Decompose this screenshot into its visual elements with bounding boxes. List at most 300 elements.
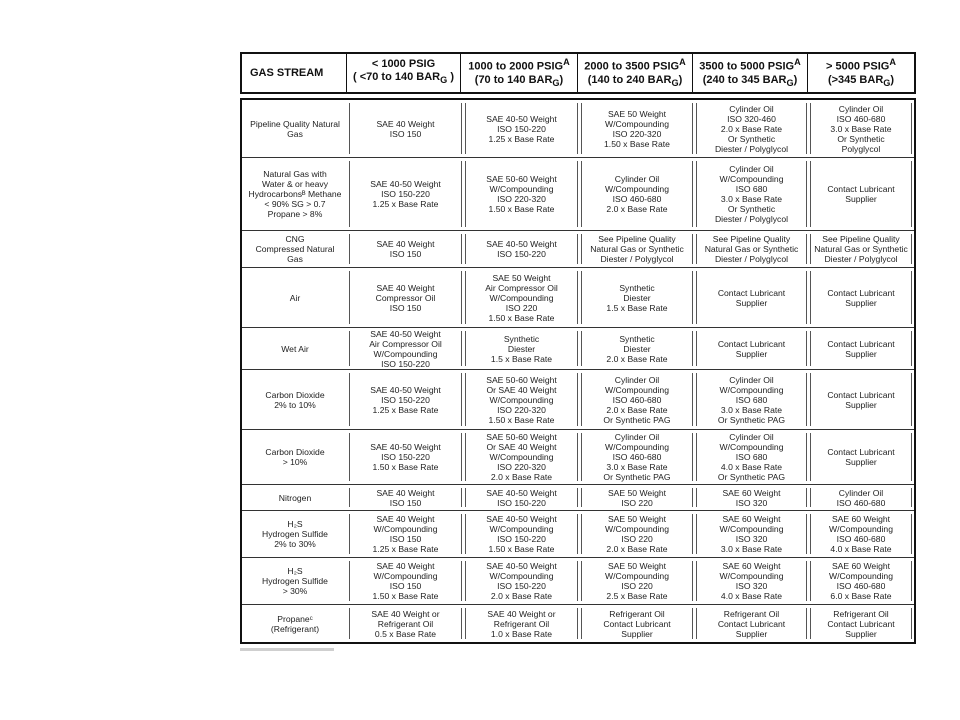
gas-stream-cell [244, 561, 346, 601]
lubricant-line: ISO 220-320 [497, 194, 546, 204]
lubricant-line: SAE 40 Weight [376, 282, 435, 293]
lubricant-cell [581, 373, 693, 426]
lubricant-line: Cylinder Oil [614, 374, 660, 385]
lubricant-line: 2.0 x Base Rate [606, 353, 668, 364]
lubricant-line: Diester [507, 343, 536, 354]
lubricant-line: Natural Gas or Synthetic [704, 244, 799, 254]
lubricant-line: ISO 320 [735, 497, 768, 508]
lubricant-line: 1.25 x Base Rate [488, 133, 555, 144]
lubricant-cell [696, 514, 807, 554]
lubricant-line: ISO 150 [389, 128, 422, 139]
lubricant-line: Supplier [845, 457, 877, 467]
header-col4-sup: A [794, 57, 801, 68]
lubricant-line: ISO 680 [735, 394, 768, 405]
lubricant-line: Refrigerant Oil [609, 608, 665, 619]
lubricant-line: W/Compounding [489, 571, 554, 581]
lubricant-line: Supplier [735, 628, 768, 639]
header-col4-line2: (240 to 345 $BAR_G$) [702, 73, 798, 88]
gas-stream-line: Hydrogen Sulfide [262, 529, 328, 539]
lubricant-line: ISO 220-320 [497, 462, 546, 472]
lubricant-line: Cylinder Oil [614, 174, 660, 184]
lubricant-line: Diester [623, 292, 651, 303]
lubricant-line: ISO 220-320 [497, 404, 546, 415]
lubricant-line: 3.0 x Base Rate [720, 404, 783, 415]
header-col5-line2: (>345 $BAR_G$) [827, 73, 895, 88]
lubricant-line: Contact Lubricant [827, 184, 895, 194]
lubricant-line: Or Synthetic PAG [717, 414, 786, 425]
lubricant-line: ISO 320 [735, 534, 768, 544]
lubricant-cell [696, 271, 807, 324]
gas-stream-cell [244, 271, 346, 324]
lubricant-line: Or Synthetic PAG [603, 414, 671, 425]
lubricant-cell [465, 161, 578, 227]
lubricant-line: Supplier [621, 628, 653, 639]
lubricant-line: ISO 460-680 [836, 581, 886, 591]
table-row [242, 100, 914, 158]
table-row [242, 268, 914, 328]
lubricant-line: 1.50 x Base Rate [604, 138, 670, 149]
lubricant-line: ISO 150-220 [381, 394, 430, 405]
gas-stream-line: (Refrigerant) [270, 623, 320, 634]
lubricant-line: SAE 60 Weight [722, 487, 781, 498]
lubricant-line: Cylinder Oil [729, 432, 774, 442]
lubricant-line: ISO 150-220 [497, 581, 546, 591]
lubricant-line: W/Compounding [828, 524, 893, 534]
lubricant-cell [810, 373, 912, 426]
lubricant-line: Supplier [845, 194, 877, 204]
lubricant-line: SAE 40-50 Weight [486, 487, 557, 498]
lubricant-cell [465, 488, 578, 507]
header-col3-line1: 2000 to 3500 $PSIG^A$ [584, 57, 686, 73]
gas-stream-line: > 30% [282, 586, 308, 596]
lubricant-line: Contact Lubricant [717, 618, 786, 629]
lubricant-cell [581, 561, 693, 601]
lubricant-line: ISO 460-680 [836, 534, 886, 544]
lubricant-line: Supplier [845, 399, 877, 410]
lubricant-line: Contact Lubricant [827, 338, 895, 349]
table-row [242, 158, 914, 231]
lubricant-line: Synthetic [619, 333, 655, 344]
lubricant-cell [465, 234, 578, 264]
lubricant-line: SAE 40 Weight [376, 239, 435, 249]
gas-stream-line: Hydrogen Sulfide [262, 576, 328, 586]
lubricant-line: W/Compounding [604, 184, 669, 194]
lubricant-cell [349, 488, 462, 507]
lubricant-line: W/Compounding [828, 571, 893, 581]
lubricant-cell [581, 488, 693, 507]
header-col1-line2: ( <70 to 140 $BAR_G$ ) [353, 71, 454, 86]
lubricant-line: Compressor Oil [375, 292, 436, 303]
table-row [242, 511, 914, 558]
lubricant-cell [581, 331, 693, 366]
lubricant-line: See Pipeline Quality [712, 234, 791, 244]
lubricant-line: SAE 50-60 Weight [486, 432, 557, 442]
lubricant-line: Air Compressor Oil [485, 282, 558, 293]
lubricant-line: 2.5 x Base Rate [606, 591, 668, 601]
table-row [242, 328, 914, 370]
lubricant-line: Natural Gas or Synthetic [814, 244, 908, 254]
lubricant-cell [349, 161, 462, 227]
lubricant-line: ISO 150 [389, 302, 422, 313]
lubricant-cell [581, 234, 693, 264]
lubricant-line: SAE 50 Weight [607, 514, 667, 524]
lubricant-line: W/Compounding [604, 524, 669, 534]
lubricant-line: Cylinder Oil [838, 103, 884, 114]
lubricant-cell [349, 328, 462, 369]
lubricant-line: Contact Lubricant [717, 287, 786, 298]
lubricant-line: Supplier [845, 297, 877, 308]
lubricant-line: Supplier [845, 628, 877, 639]
table-row [242, 231, 914, 268]
header-col2-sub: G [552, 77, 560, 88]
lubricant-cell [581, 514, 693, 554]
lubricant-line: W/Compounding [489, 452, 554, 462]
header-col2-line2: (70 to 140 $BAR_G$) [474, 73, 564, 88]
header-col3-sup: A [679, 57, 686, 68]
lubricant-line: SAE 40-50 Weight [486, 514, 557, 524]
lubricant-line: ISO 220 [621, 497, 653, 508]
scan-mark [240, 648, 334, 651]
lubricant-cell [349, 234, 462, 264]
lubricant-line: Diester [623, 343, 651, 354]
lubricant-line: ISO 150-220 [497, 249, 546, 259]
lubricant-line: 3.0 x Base Rate [720, 544, 783, 554]
lubricant-line: ISO 460-680 [612, 394, 662, 405]
lubricant-line: Air Compressor Oil [369, 338, 442, 349]
lubricant-cell [696, 103, 807, 154]
table-row [242, 430, 914, 485]
lubricant-line: SAE 40-50 Weight [370, 179, 441, 189]
lubricant-line: W/Compounding [373, 348, 438, 359]
header-col1-line1: < 1000 PSIG [371, 58, 436, 71]
gas-stream-line: 2% to 30% [274, 539, 316, 549]
lubricant-line: Refrigerant Oil [493, 618, 550, 629]
lubricant-line: ISO 150 [389, 581, 422, 591]
lubricant-line: W/Compounding [719, 174, 784, 184]
lubricant-line: 1.50 x Base Rate [372, 462, 439, 472]
lubricant-line: Refrigerant Oil [377, 618, 434, 629]
lubricant-line: 1.25 x Base Rate [372, 404, 439, 415]
lubricant-line: Contact Lubricant [827, 447, 895, 457]
lubricant-line: Cylinder Oil [729, 374, 774, 385]
gas-stream-line: Pipeline Quality Natural [250, 118, 340, 129]
gas-stream-cell [244, 488, 346, 507]
gas-stream-cell [244, 234, 346, 264]
lubricant-cell [349, 103, 462, 154]
table-row [242, 485, 914, 511]
gas-stream-line: Air [289, 292, 301, 303]
gas-stream-line: H₂S [287, 566, 303, 576]
lubricant-line: 1.50 x Base Rate [488, 312, 555, 323]
lubricant-cell [696, 608, 807, 639]
lubricant-line: 4.0 x Base Rate [830, 544, 892, 554]
gas-stream-line: > 10% [282, 457, 308, 467]
gas-stream-line: Carbon Dioxide [265, 447, 325, 457]
lubricant-line: SAE 50 Weight [492, 272, 551, 283]
lubricant-line: ISO 460-680 [612, 194, 662, 204]
lubricant-cell [696, 488, 807, 507]
lubricant-line: SAE 50-60 Weight [486, 174, 557, 184]
gas-stream-cell [244, 433, 346, 481]
gas-stream-line: Gas [287, 128, 303, 139]
lubricant-line: SAE 40 Weight [376, 561, 435, 571]
lubricant-line: Natural Gas or Synthetic [590, 244, 684, 254]
lubricant-line: 1.25 x Base Rate [372, 544, 439, 554]
lubricant-cell [349, 373, 462, 426]
gas-stream-line: H₂S [287, 519, 303, 529]
header-col4 [692, 54, 807, 92]
header-col2-line1: 1000 to 2000 $PSIG^A$ [468, 57, 570, 73]
lubricant-line: W/Compounding [489, 394, 554, 405]
lubricant-line: ISO 460-680 [612, 452, 662, 462]
lubricant-line: SAE 50-60 Weight [486, 374, 557, 385]
lubricant-line: ISO 150-220 [497, 497, 546, 508]
lubricant-line: 2.0 x Base Rate [490, 472, 553, 482]
lubricant-line: Diester / Polyglycol [600, 254, 674, 264]
lubricant-line: Or Synthetic PAG [717, 472, 786, 482]
lubricant-line: Contact Lubricant [827, 287, 895, 298]
header-col5-sup: A [889, 57, 896, 68]
lubricant-line: W/Compounding [489, 292, 554, 303]
lubricant-cell [810, 608, 912, 639]
lubricant-line: 1.25 x Base Rate [372, 199, 439, 209]
lubricant-line: 2.0 x Base Rate [606, 544, 668, 554]
lubricant-line: 3.0 x Base Rate [606, 462, 668, 472]
lubricant-cell [696, 373, 807, 426]
table-header [240, 52, 916, 94]
header-gas-stream-label: GAS STREAM [250, 66, 324, 79]
lubricant-line: SAE 40-50 Weight [370, 328, 441, 339]
lubricant-cell [810, 103, 912, 154]
lubricant-line: 2.0 x Base Rate [490, 591, 553, 601]
header-col4-line1: 3500 to 5000 $PSIG^A$ [699, 57, 801, 73]
lubricant-line: SAE 50 Weight [607, 561, 667, 571]
lubricant-line: SAE 40 Weight [376, 514, 435, 524]
lubricant-line: 6.0 x Base Rate [830, 591, 892, 601]
lubricant-line: ISO 220-320 [612, 128, 662, 139]
lubricant-line: Diester / Polyglycol [714, 214, 789, 224]
lubricant-line: ISO 220 [505, 302, 538, 313]
lubricant-cell [810, 433, 912, 481]
lubricant-cell [810, 331, 912, 366]
lubricant-line: Diester / Polyglycol [824, 254, 898, 264]
gas-stream-line: < 90% SG > 0.7 [264, 199, 326, 209]
lubricant-line: Cylinder Oil [729, 164, 774, 174]
lubricant-line: SAE 40-50 Weight [370, 384, 441, 395]
gas-stream-line: Nitrogen [278, 492, 312, 503]
lubricant-line: Synthetic [503, 333, 540, 344]
table-row [242, 558, 914, 605]
lubricant-line: Refrigerant Oil [723, 608, 780, 619]
lubricant-line: Supplier [735, 297, 768, 308]
header-col2-sup: A [563, 57, 570, 68]
lubricant-cell [349, 514, 462, 554]
lubricant-line: 3.0 x Base Rate [830, 123, 892, 134]
lubricant-cell [349, 561, 462, 601]
lubricant-line: ISO 680 [735, 184, 768, 194]
lubricant-line: Contact Lubricant [717, 338, 786, 349]
lubricant-line: SAE 40-50 Weight [486, 561, 557, 571]
lubricant-line: Or Synthetic [837, 133, 885, 144]
lubricant-cell [349, 433, 462, 481]
table-body [240, 98, 916, 644]
lubricant-line: ISO 320 [735, 581, 768, 591]
header-col3 [577, 54, 692, 92]
lubricant-cell [465, 433, 578, 481]
lubricant-cell [465, 271, 578, 324]
table-row [242, 370, 914, 430]
table-row [242, 605, 914, 642]
lubricant-cell [810, 271, 912, 324]
lubricant-line: W/Compounding [489, 524, 554, 534]
lubricant-cell [696, 161, 807, 227]
lubricant-line: ISO 320-460 [727, 113, 776, 124]
lubricant-line: 2.0 x Base Rate [606, 204, 668, 214]
header-col3-line2: (140 to 240 $BAR_G$) [587, 73, 683, 88]
lubricant-line: 1.5 x Base Rate [490, 353, 553, 364]
lubricant-cell [465, 514, 578, 554]
lubricant-line: SAE 50 Weight [607, 108, 667, 119]
lubricant-cell [810, 561, 912, 601]
lubricant-recommendation-table [240, 52, 916, 644]
header-gas-stream [242, 54, 346, 92]
lubricant-line: Or SAE 40 Weight [486, 442, 557, 452]
gas-stream-line: Water & or heavy [261, 179, 329, 189]
lubricant-cell [581, 103, 693, 154]
lubricant-line: 2.0 x Base Rate [720, 123, 783, 134]
lubricant-line: Or Synthetic [727, 204, 776, 214]
lubricant-line: SAE 40-50 Weight [370, 442, 441, 452]
lubricant-line: ISO 220 [621, 581, 653, 591]
lubricant-line: 1.5 x Base Rate [606, 302, 668, 313]
gas-stream-cell [244, 161, 346, 227]
lubricant-line: W/Compounding [373, 571, 438, 581]
lubricant-line: Synthetic [619, 282, 655, 293]
lubricant-line: 0.5 x Base Rate [374, 628, 437, 639]
lubricant-line: Refrigerant Oil [833, 608, 889, 619]
lubricant-line: W/Compounding [719, 571, 784, 581]
lubricant-line: ISO 150 [389, 497, 422, 508]
lubricant-line: W/Compounding [373, 524, 438, 534]
lubricant-line: SAE 60 Weight [722, 561, 781, 571]
lubricant-line: SAE 40 Weight [376, 487, 435, 498]
lubricant-line: W/Compounding [489, 184, 554, 194]
lubricant-line: Contact Lubricant [827, 389, 895, 400]
lubricant-line: W/Compounding [719, 442, 784, 452]
lubricant-cell [465, 608, 578, 639]
lubricant-line: Cylinder Oil [614, 432, 660, 442]
lubricant-cell [810, 514, 912, 554]
gas-stream-line: Propane > 8% [267, 209, 323, 219]
lubricant-cell [696, 331, 807, 366]
lubricant-cell [696, 433, 807, 481]
lubricant-line: SAE 40-50 Weight [486, 239, 557, 249]
lubricant-line: Cylinder Oil [838, 487, 884, 498]
lubricant-cell [349, 608, 462, 639]
lubricant-cell [810, 234, 912, 264]
lubricant-line: 3.0 x Base Rate [720, 194, 783, 204]
lubricant-line: SAE 60 Weight [831, 514, 891, 524]
lubricant-line: SAE 40 Weight [376, 118, 435, 129]
lubricant-line: ISO 680 [735, 452, 768, 462]
lubricant-cell [581, 608, 693, 639]
gas-stream-line: Natural Gas with [263, 169, 327, 179]
lubricant-line: SAE 40 Weight or [371, 608, 440, 619]
gas-stream-line: Propaneᶜ [277, 613, 313, 624]
gas-stream-line: CNG [285, 234, 305, 244]
gas-stream-line: Compressed Natural [255, 244, 335, 254]
lubricant-line: 1.50 x Base Rate [372, 591, 439, 601]
lubricant-line: W/Compounding [604, 442, 669, 452]
header-col5-line1: > 5000 $PSIG^A$ [826, 57, 896, 73]
lubricant-line: 1.50 x Base Rate [488, 204, 555, 214]
lubricant-line: 4.0 x Base Rate [720, 462, 783, 472]
lubricant-line: ISO 150-220 [381, 358, 430, 369]
lubricant-line: ISO 150-220 [381, 452, 430, 462]
lubricant-line: ISO 220 [621, 534, 653, 544]
lubricant-cell [696, 561, 807, 601]
lubricant-line: W/Compounding [604, 571, 669, 581]
lubricant-line: SAE 40-50 Weight [486, 113, 557, 124]
lubricant-line: 4.0 x Base Rate [720, 591, 783, 601]
gas-stream-line: Gas [287, 254, 303, 264]
lubricant-line: W/Compounding [604, 118, 669, 129]
lubricant-line: SAE 40 Weight or [487, 608, 556, 619]
lubricant-line: Cylinder Oil [729, 103, 774, 114]
lubricant-line: ISO 150-220 [497, 123, 546, 134]
gas-stream-line: Hydrocarbonsᴮ Methane [248, 189, 342, 199]
lubricant-line: ISO 150-220 [497, 534, 546, 544]
lubricant-line: W/Compounding [604, 384, 669, 395]
lubricant-line: 1.50 x Base Rate [488, 414, 555, 425]
header-col4-sub: G [786, 77, 794, 88]
lubricant-cell [810, 161, 912, 227]
gas-stream-cell [244, 331, 346, 366]
lubricant-cell [581, 433, 693, 481]
lubricant-line: ISO 150-220 [381, 189, 430, 199]
lubricant-line: SAE 50 Weight [607, 487, 667, 498]
gas-stream-line: 2% to 10% [274, 399, 316, 410]
lubricant-cell [465, 103, 578, 154]
lubricant-line: 1.0 x Base Rate [490, 628, 553, 639]
gas-stream-cell [244, 373, 346, 426]
header-col5-sub: G [883, 77, 891, 88]
lubricant-line: W/Compounding [719, 384, 784, 395]
lubricant-cell [581, 271, 693, 324]
lubricant-line: Diester / Polyglycol [714, 143, 789, 154]
lubricant-cell [465, 373, 578, 426]
lubricant-line: SAE 60 Weight [831, 561, 891, 571]
lubricant-line: See Pipeline Quality [598, 234, 676, 244]
lubricant-line: See Pipeline Quality [822, 234, 900, 244]
lubricant-line: ISO 460-680 [836, 113, 886, 124]
lubricant-line: Or Synthetic PAG [603, 472, 671, 482]
gas-stream-cell [244, 608, 346, 639]
lubricant-line: Supplier [735, 348, 768, 359]
lubricant-line: ISO 460-680 [836, 497, 886, 508]
lubricant-cell [465, 331, 578, 366]
lubricant-line: Or Synthetic [727, 133, 776, 144]
lubricant-line: Contact Lubricant [827, 618, 895, 629]
lubricant-cell [810, 488, 912, 507]
lubricant-line: Or SAE 40 Weight [486, 384, 557, 395]
lubricant-cell [581, 161, 693, 227]
lubricant-line: Contact Lubricant [603, 618, 671, 629]
lubricant-line: SAE 60 Weight [722, 514, 781, 524]
lubricant-line: 1.50 x Base Rate [488, 544, 555, 554]
lubricant-line: Supplier [845, 348, 877, 359]
gas-stream-line: Wet Air [281, 343, 309, 354]
